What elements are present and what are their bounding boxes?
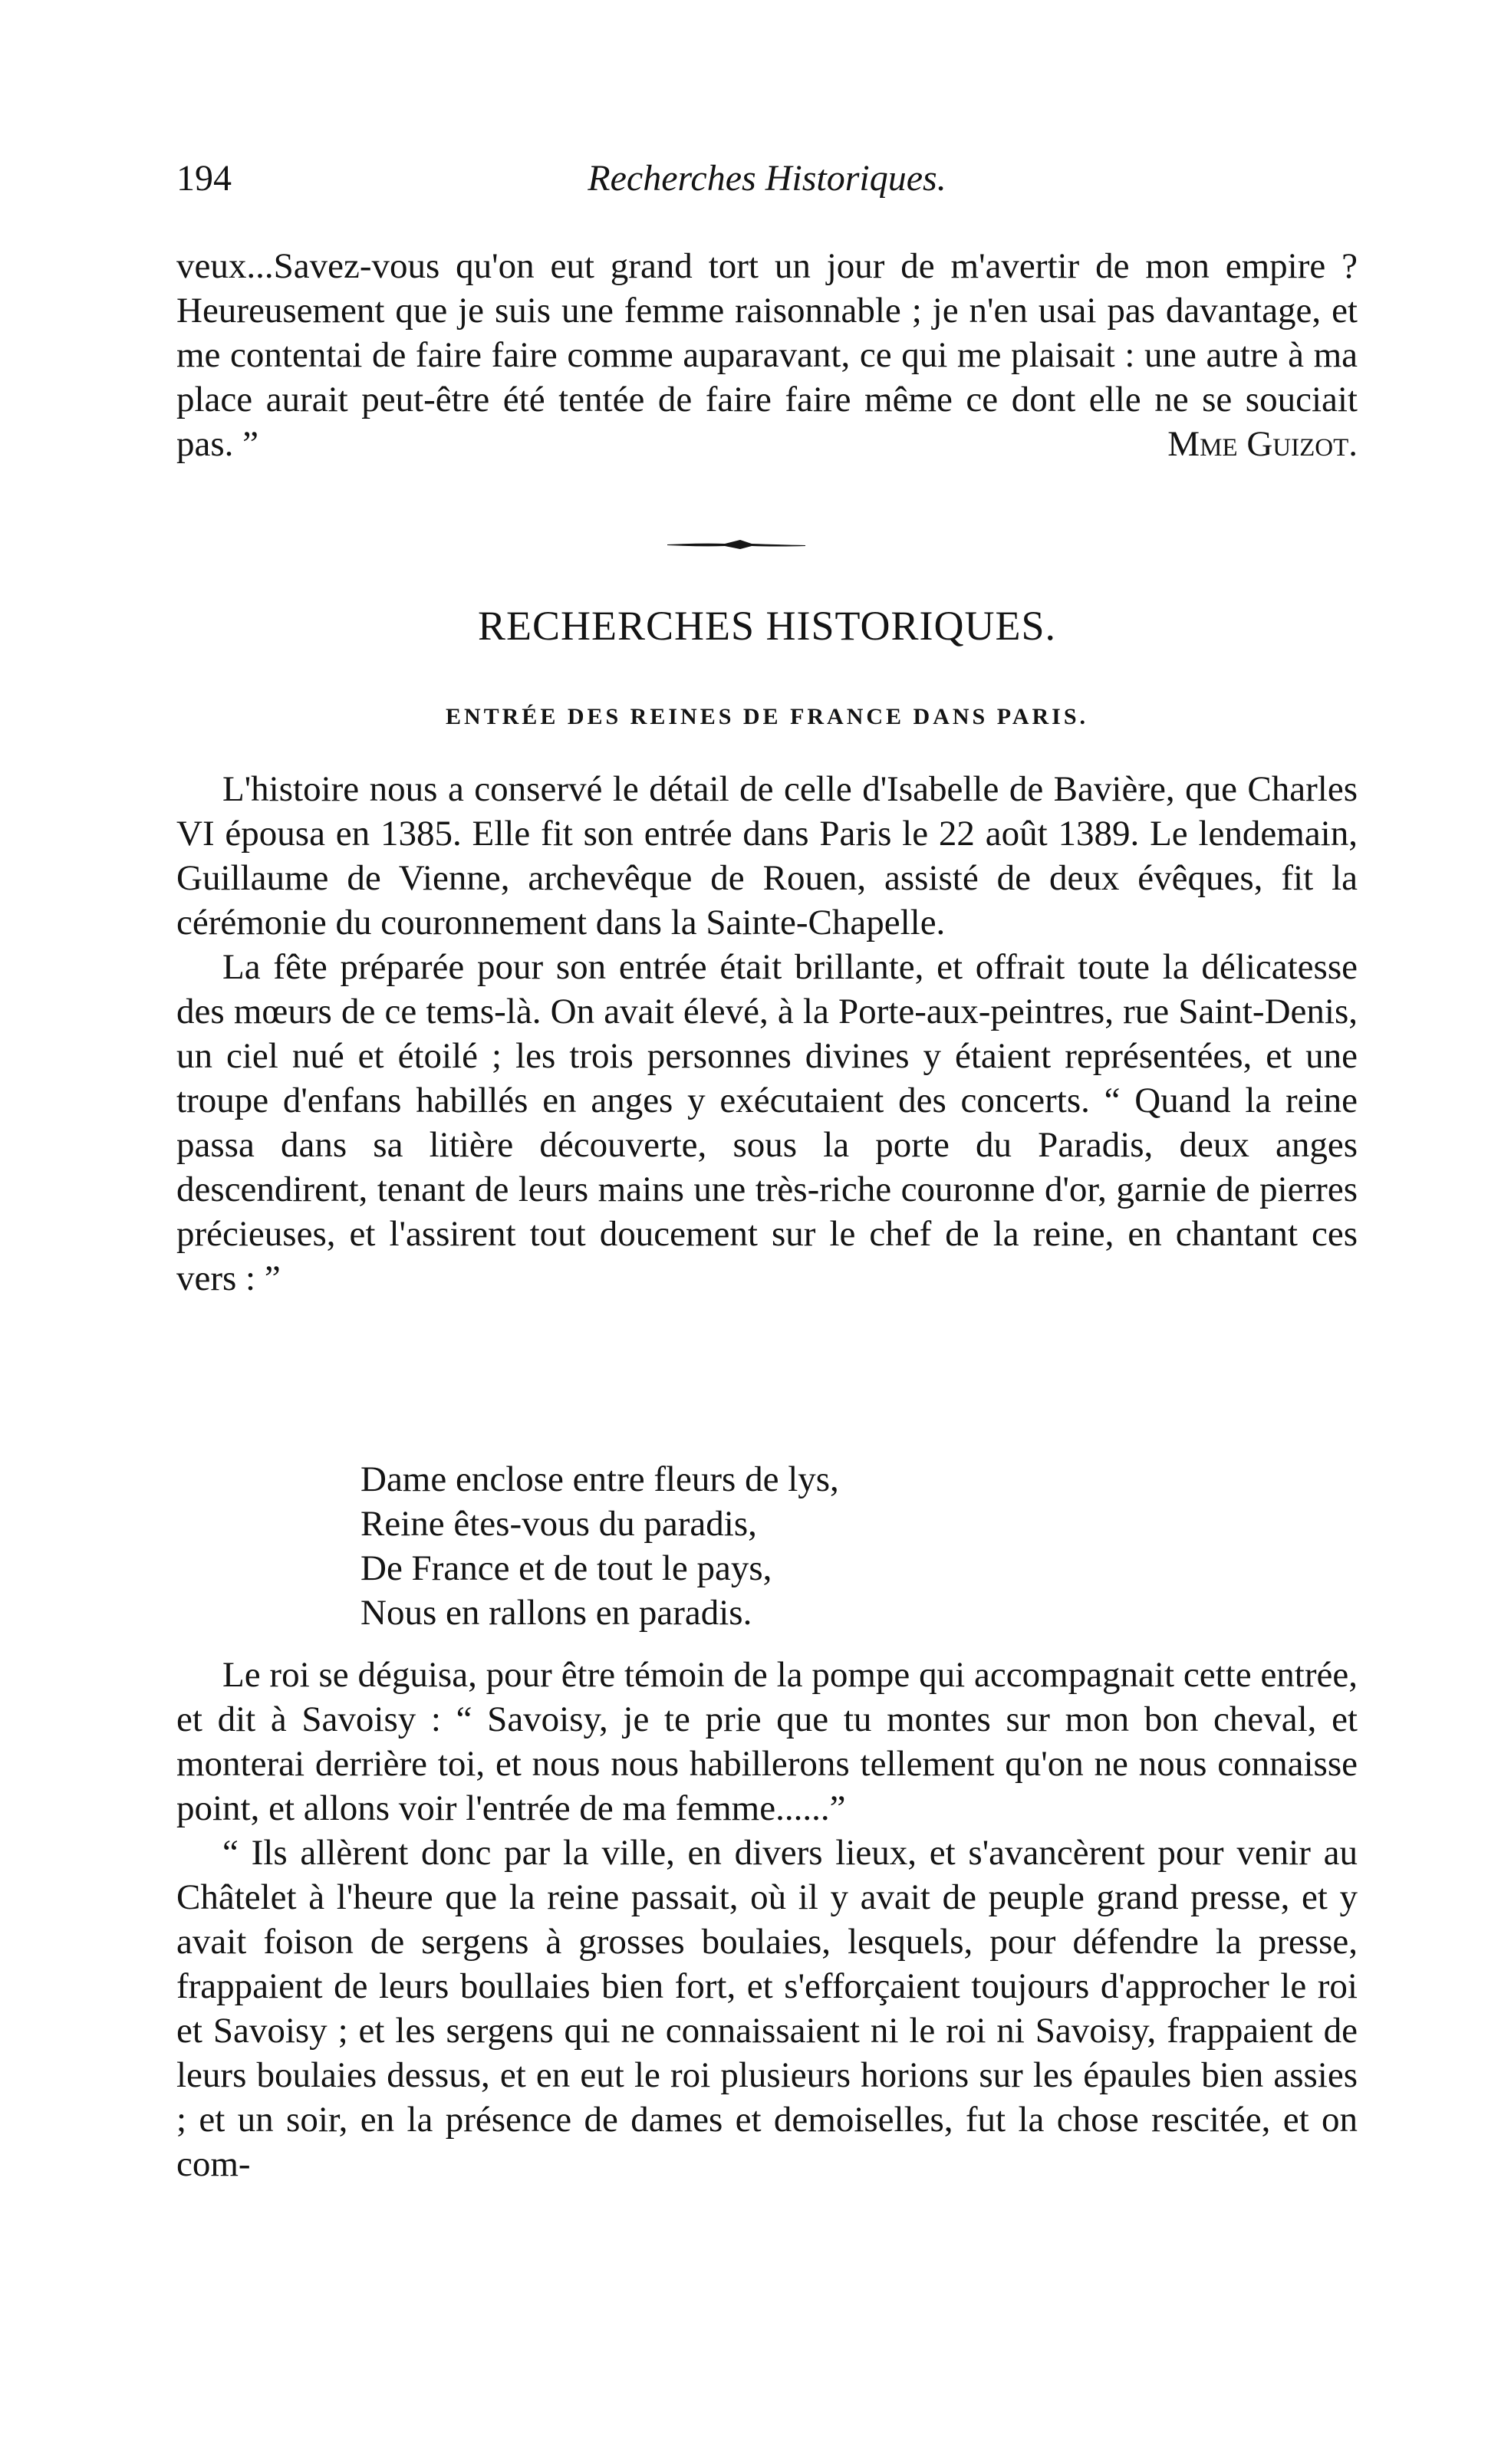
body-block-2 [176,1653,1358,2186]
paragraph-2: La fête préparée pour son entrée était brillante, et offrait toute la délicatesse des mœurs de ce tems-là. On avait élevé, à la Porte-aux-peintres, rue Saint-Denis, un ciel nué et étoilé ; les trois personnes divines y étaient représentées, et une troupe d'enfans habillés en anges y exécutaient des concerts. “ Quand la reine passa dans sa litière découverte, sous la porte du Paradis, deux anges descendirent, tenant de leurs mains une très-riche couronne d'or, garnie de pierres précieuses, et l'assirent tout doucement sur le chef de la reine, en chantant ces vers : ” [176,947,1358,1298]
body-block-1 [176,767,1358,1301]
paragraph-1: L'histoire nous a conservé le détail de celle d'Isabelle de Bavière, que Charles VI épousa en 1385. Elle fit son entrée dans Paris le 22 août 1389. Le lendemain, Guillaume de Vienne, archevêque de Rouen, assisté de deux évêques, fit la cérémonie du couronnement dans la Sainte-Chapelle. [176,769,1358,943]
paragraph-4: “ Ils allèrent donc par la ville, en divers lieux, et s'avancèrent pour venir au Châtelet à l'heure que la reine passait, où il y avait de peuple grand presse, et y avait foison de sergens à grosses boulaies, lesquels, pour défendre la presse, frappaient de leurs boullaies bien fort, et s'efforçaient toujours d'approcher le roi et Savoisy ; et les sergens qui ne connaissaient ni le roi ni Savoisy, frappaient de leurs boulaies dessus, et en eut le roi plusieurs horions sur les épaules bien assies ; et un soir, en la présence de dames et demoiselles, fut la chose rescitée, et on com- [176,1833,1358,2184]
verse-line: Nous en rallons en paradis. [360,1593,752,1633]
page-number: 194 [176,158,232,199]
running-head [176,157,1358,211]
verse-block [360,1457,839,1635]
ornament-divider [667,537,805,552]
ornament-flourish [667,540,805,549]
signature: Mme Guizot. [1167,424,1358,464]
paragraph-3: Le roi se déguisa, pour être témoin de la pompe qui accompagnait cette entrée, et dit à Savoisy : “ Savoisy, je te prie que tu montes sur mon bon cheval, et monterai derrière toi, et nous nous habillerons tellement qu'on ne nous connaisse point, et allons voir l'entrée de ma femme......” [176,1655,1358,1828]
section-subtitle: ENTRÉE DES REINES DE FRANCE DANS PARIS. [445,704,1089,729]
verse-line: Dame enclose entre fleurs de lys, [360,1459,839,1499]
continuation-paragraph: veux...Savez-vous qu'on eut grand tort un jour de m'avertir de mon empire ? Heureusement que je suis une femme raisonnable ; je n'en usai pas davantage, et me contentai de faire faire comme auparavant, ce qui me plaisait : une autre à ma place aurait peut-être été tentée de faire faire même ce dont elle ne se souciait pas. ” [176,246,1358,464]
verse-line: De France et de tout le pays, [360,1548,772,1588]
continuation-block [176,244,1358,466]
verse-line: Reine êtes-vous du paradis, [360,1504,757,1544]
section-title: RECHERCHES HISTORIQUES. [477,603,1057,649]
running-title: Recherches Historiques. [588,158,946,199]
